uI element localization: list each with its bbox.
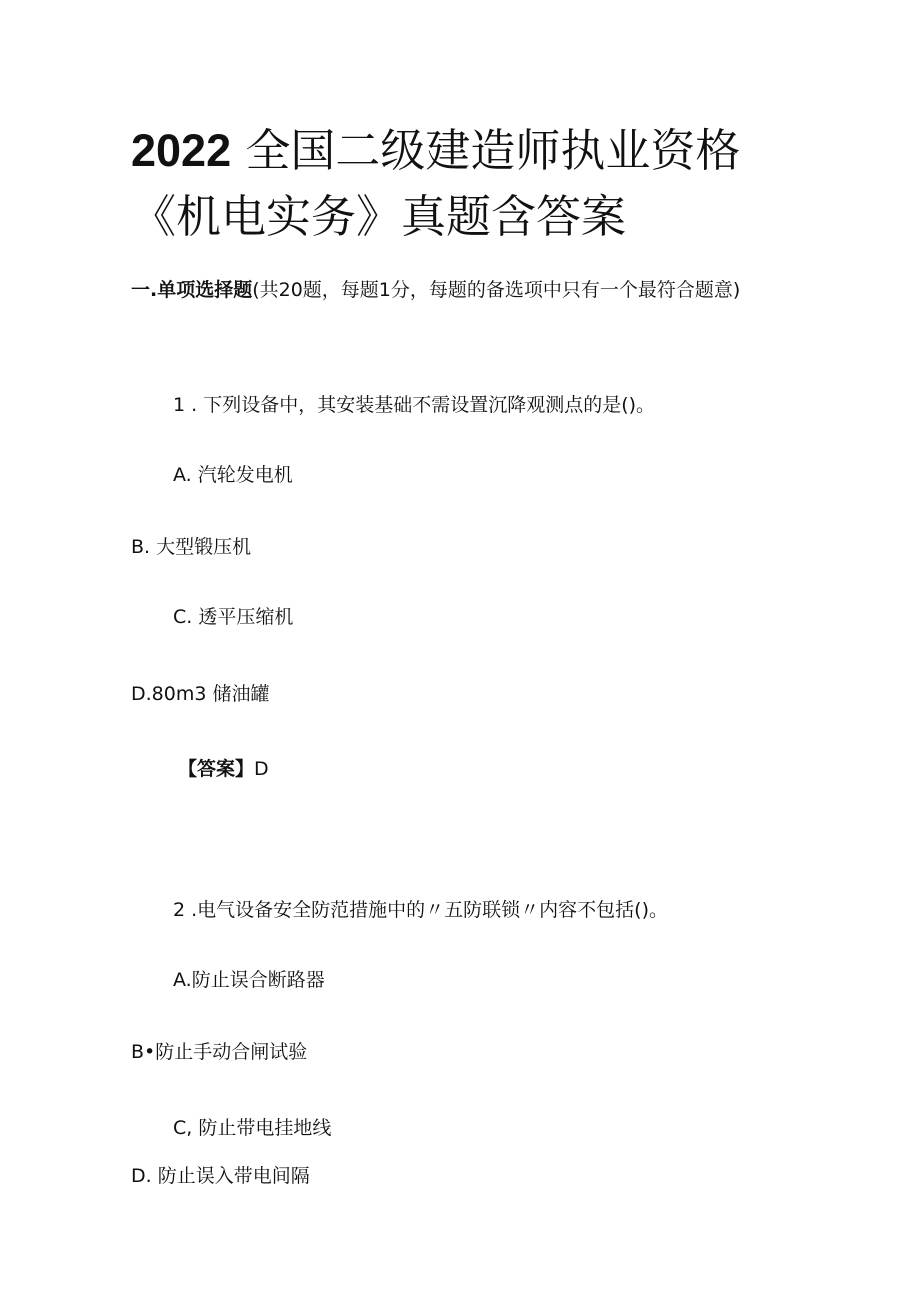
question-2-option-d: D. 防止误入带电间隔 [131,1165,310,1187]
question-2-option-b: B•防止手动合闸试验 [131,1041,308,1063]
section-heading-label: 一.单项选择题 [131,279,253,301]
title-text: 全国二级建造师执业资格《机电实务》真题含答案 [131,124,741,243]
question-2-option-c: C, 防止带电挂地线 [173,1117,332,1139]
question-2-stem: 2 .电气设备安全防范措施中的〃五防联锁〃内容不包括()。 [173,899,668,921]
section-heading [131,266,781,314]
question-2-option-a: A.防止误合断路器 [173,969,325,991]
document-title [131,118,811,250]
title-year: 2022 [131,125,232,176]
question-1-stem: 1 . 下列设备中，其安装基础不需设置沉降观测点的是()。 [173,394,656,416]
answer-value: D [254,758,269,780]
question-1-option-b: B. 大型锻压机 [131,536,252,558]
question-1-option-d: D.80m3 储油罐 [131,683,270,705]
answer-label: 【答案】 [178,758,255,780]
question-1-answer [178,757,269,781]
section-heading-description: (共20题，每题1分，每题的备选项中只有一个最符合题意) [252,279,741,301]
question-1-option-a: A. 汽轮发电机 [173,464,293,486]
question-1-option-c: C. 透平压缩机 [173,606,294,628]
